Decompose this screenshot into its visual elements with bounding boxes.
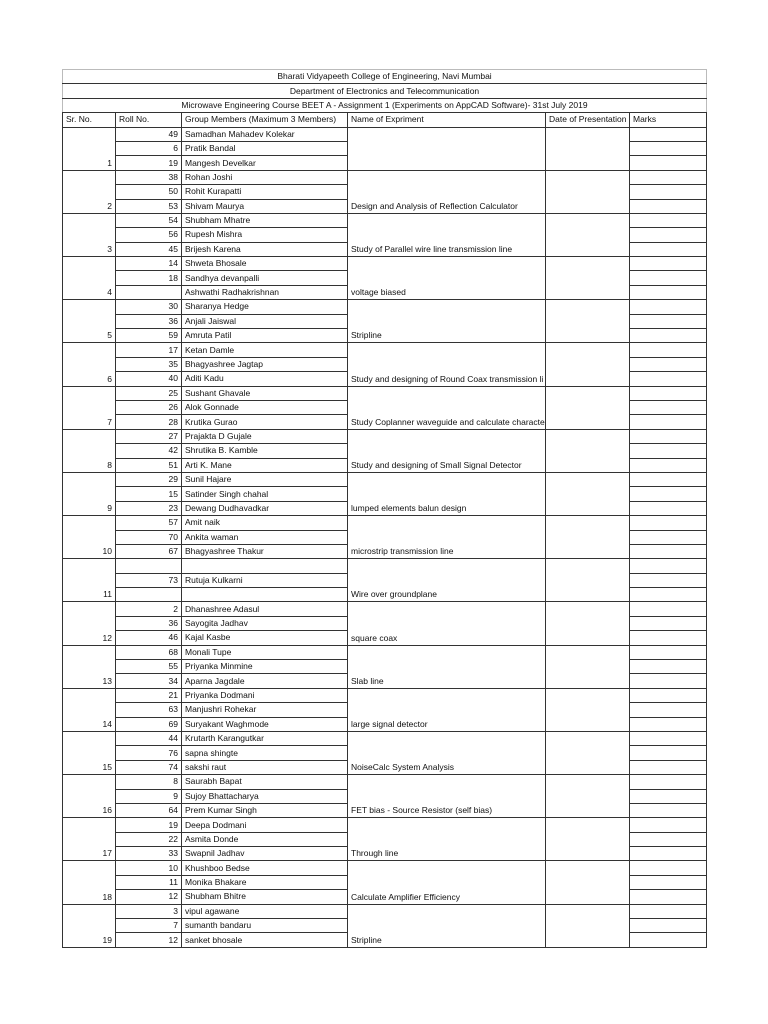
table-row <box>63 257 707 271</box>
roll-no-cell: 54 <box>116 213 182 227</box>
member-name-cell: Deepa Dodmani <box>182 818 348 832</box>
sr-no-cell: 11 <box>63 559 116 602</box>
roll-no-cell: 15 <box>116 487 182 501</box>
sr-no-cell: 2 <box>63 170 116 213</box>
roll-no-cell: 19 <box>116 156 182 170</box>
roll-no-cell: 63 <box>116 703 182 717</box>
sr-no-cell: 18 <box>63 861 116 904</box>
roll-no-cell: 50 <box>116 185 182 199</box>
marks-cell <box>630 573 707 587</box>
sr-no-cell: 5 <box>63 300 116 343</box>
sr-no-cell: 1 <box>63 127 116 170</box>
table-row <box>63 429 707 443</box>
table-row <box>63 170 707 184</box>
roll-no-cell: 73 <box>116 573 182 587</box>
sr-no-cell: 19 <box>63 904 116 947</box>
table-row <box>63 861 707 875</box>
experiment-cell: Through line <box>348 818 546 861</box>
marks-cell <box>630 357 707 371</box>
date-cell <box>546 343 630 386</box>
roll-no-cell: 9 <box>116 789 182 803</box>
marks-cell <box>630 803 707 817</box>
marks-cell <box>630 933 707 947</box>
member-name-cell: Aparna Jagdale <box>182 674 348 688</box>
member-name-cell: Saurabh Bapat <box>182 775 348 789</box>
experiment-cell: NoiseCalc System Analysis <box>348 731 546 774</box>
table-row <box>63 472 707 486</box>
table-row <box>63 300 707 314</box>
marks-cell <box>630 343 707 357</box>
member-name-cell: Shubham Mhatre <box>182 213 348 227</box>
marks-cell <box>630 832 707 846</box>
marks-cell <box>630 559 707 573</box>
member-name-cell: sapna shingte <box>182 746 348 760</box>
roll-no-cell: 17 <box>116 343 182 357</box>
column-header-row <box>63 113 707 127</box>
marks-cell <box>630 444 707 458</box>
experiment-cell: Slab line <box>348 645 546 688</box>
member-name-cell <box>182 588 348 602</box>
member-name-cell: Shweta Bhosale <box>182 257 348 271</box>
roll-no-cell: 68 <box>116 645 182 659</box>
roll-no-cell: 26 <box>116 400 182 414</box>
date-cell <box>546 559 630 602</box>
roll-no-cell: 10 <box>116 861 182 875</box>
roll-no-cell: 76 <box>116 746 182 760</box>
roll-no-cell: 51 <box>116 458 182 472</box>
header-roll-no: Roll No. <box>116 113 182 127</box>
date-cell <box>546 688 630 731</box>
date-cell <box>546 429 630 472</box>
date-cell <box>546 904 630 947</box>
course-title: Microwave Engineering Course BEET A - Assignment 1 (Experiments on AppCAD Software)- 31st July 2019 <box>63 98 707 112</box>
sr-no-cell: 3 <box>63 213 116 256</box>
member-name-cell <box>182 559 348 573</box>
header-group-members: Group Members (Maximum 3 Members) <box>182 113 348 127</box>
roll-no-cell <box>116 588 182 602</box>
sr-no-cell: 13 <box>63 645 116 688</box>
sr-no-cell: 14 <box>63 688 116 731</box>
experiment-cell: Stripline <box>348 300 546 343</box>
date-cell <box>546 170 630 213</box>
roll-no-cell: 38 <box>116 170 182 184</box>
roll-no-cell: 59 <box>116 329 182 343</box>
table-row <box>63 688 707 702</box>
roll-no-cell: 3 <box>116 904 182 918</box>
marks-cell <box>630 228 707 242</box>
marks-cell <box>630 516 707 530</box>
table-row <box>63 645 707 659</box>
member-name-cell: Ketan Damle <box>182 343 348 357</box>
roll-no-cell: 36 <box>116 616 182 630</box>
member-name-cell: Sharanya Hedge <box>182 300 348 314</box>
member-name-cell: Alok Gonnade <box>182 400 348 414</box>
marks-cell <box>630 544 707 558</box>
roll-no-cell: 25 <box>116 386 182 400</box>
member-name-cell: Anjali Jaiswal <box>182 314 348 328</box>
marks-cell <box>630 242 707 256</box>
marks-cell <box>630 530 707 544</box>
marks-cell <box>630 156 707 170</box>
member-name-cell: vipul agawane <box>182 904 348 918</box>
roll-no-cell: 30 <box>116 300 182 314</box>
member-name-cell: Dhanashree Adasul <box>182 602 348 616</box>
member-name-cell: sanket bhosale <box>182 933 348 947</box>
marks-cell <box>630 472 707 486</box>
member-name-cell: Priyanka Minmine <box>182 660 348 674</box>
roll-no-cell: 55 <box>116 660 182 674</box>
member-name-cell: Shubham Bhitre <box>182 890 348 904</box>
header-sr-no: Sr. No. <box>63 113 116 127</box>
member-name-cell: Sushant Ghavale <box>182 386 348 400</box>
roll-no-cell: 22 <box>116 832 182 846</box>
marks-cell <box>630 775 707 789</box>
date-cell <box>546 516 630 559</box>
member-name-cell: Asmita Donde <box>182 832 348 846</box>
marks-cell <box>630 660 707 674</box>
table-row <box>63 818 707 832</box>
header-marks: Marks <box>630 113 707 127</box>
sr-no-cell: 4 <box>63 257 116 300</box>
experiment-cell: Study and designing of Round Coax transmission li <box>348 343 546 386</box>
experiment-cell: microstrip transmission line <box>348 516 546 559</box>
marks-cell <box>630 285 707 299</box>
marks-cell <box>630 501 707 515</box>
header-date: Date of Presentation <box>546 113 630 127</box>
member-name-cell: Krutarth Karangutkar <box>182 731 348 745</box>
roll-no-cell: 42 <box>116 444 182 458</box>
member-name-cell: Brijesh Karena <box>182 242 348 256</box>
member-name-cell: Rohit Kurapatti <box>182 185 348 199</box>
experiment-cell: Study Coplanner waveguide and calculate characte <box>348 386 546 429</box>
marks-cell <box>630 271 707 285</box>
member-name-cell: Krutika Gurao <box>182 415 348 429</box>
member-name-cell: Ankita waman <box>182 530 348 544</box>
experiment-cell: square coax <box>348 602 546 645</box>
member-name-cell: Rupesh Mishra <box>182 228 348 242</box>
member-name-cell: Sujoy Bhattacharya <box>182 789 348 803</box>
marks-cell <box>630 875 707 889</box>
roll-no-cell: 57 <box>116 516 182 530</box>
roll-no-cell: 7 <box>116 919 182 933</box>
marks-cell <box>630 329 707 343</box>
member-name-cell: sakshi raut <box>182 760 348 774</box>
marks-cell <box>630 731 707 745</box>
roll-no-cell <box>116 285 182 299</box>
member-name-cell: Sayogita Jadhav <box>182 616 348 630</box>
member-name-cell: Arti K. Mane <box>182 458 348 472</box>
roll-no-cell: 14 <box>116 257 182 271</box>
member-name-cell: Shrutika B. Kamble <box>182 444 348 458</box>
sr-no-cell: 17 <box>63 818 116 861</box>
marks-cell <box>630 300 707 314</box>
roll-no-cell: 46 <box>116 631 182 645</box>
roll-no-cell: 56 <box>116 228 182 242</box>
marks-cell <box>630 314 707 328</box>
date-cell <box>546 602 630 645</box>
header-experiment: Name of Expriment <box>348 113 546 127</box>
roll-no-cell: 74 <box>116 760 182 774</box>
assignment-table <box>62 69 707 948</box>
member-name-cell: Bhagyashree Thakur <box>182 544 348 558</box>
marks-cell <box>630 890 707 904</box>
table-row <box>63 386 707 400</box>
member-name-cell: Manjushri Rohekar <box>182 703 348 717</box>
member-name-cell: Amit naik <box>182 516 348 530</box>
experiment-cell: lumped elements balun design <box>348 472 546 515</box>
experiment-cell: voltage biased <box>348 257 546 300</box>
experiment-cell: Wire over groundplane <box>348 559 546 602</box>
member-name-cell: Prem Kumar Singh <box>182 803 348 817</box>
member-name-cell: Shivam Maurya <box>182 199 348 213</box>
roll-no-cell: 18 <box>116 271 182 285</box>
date-cell <box>546 257 630 300</box>
marks-cell <box>630 631 707 645</box>
marks-cell <box>630 372 707 386</box>
marks-cell <box>630 847 707 861</box>
roll-no-cell: 12 <box>116 933 182 947</box>
sr-no-cell: 9 <box>63 472 116 515</box>
marks-cell <box>630 386 707 400</box>
marks-cell <box>630 458 707 472</box>
marks-cell <box>630 746 707 760</box>
member-name-cell: Swapnil Jadhav <box>182 847 348 861</box>
marks-cell <box>630 703 707 717</box>
member-name-cell: Priyanka Dodmani <box>182 688 348 702</box>
member-name-cell: Kajal Kasbe <box>182 631 348 645</box>
roll-no-cell: 36 <box>116 314 182 328</box>
roll-no-cell: 6 <box>116 141 182 155</box>
date-cell <box>546 300 630 343</box>
sr-no-cell: 12 <box>63 602 116 645</box>
member-name-cell: Sandhya devanpalli <box>182 271 348 285</box>
roll-no-cell: 19 <box>116 818 182 832</box>
marks-cell <box>630 717 707 731</box>
roll-no-cell: 64 <box>116 803 182 817</box>
date-cell <box>546 472 630 515</box>
member-name-cell: Samadhan Mahadev Kolekar <box>182 127 348 141</box>
title-row-department <box>63 84 707 98</box>
roll-no-cell: 69 <box>116 717 182 731</box>
date-cell <box>546 818 630 861</box>
member-name-cell: Aditi Kadu <box>182 372 348 386</box>
member-name-cell: Suryakant Waghmode <box>182 717 348 731</box>
sr-no-cell: 15 <box>63 731 116 774</box>
table-row <box>63 904 707 918</box>
experiment-cell <box>348 127 546 170</box>
marks-cell <box>630 213 707 227</box>
table-row <box>63 559 707 573</box>
date-cell <box>546 127 630 170</box>
member-name-cell: Dewang Dudhavadkar <box>182 501 348 515</box>
member-name-cell: Ashwathi Radhakrishnan <box>182 285 348 299</box>
member-name-cell: Mangesh Develkar <box>182 156 348 170</box>
department-name: Department of Electronics and Telecommunication <box>63 84 707 98</box>
roll-no-cell: 40 <box>116 372 182 386</box>
experiment-cell: large signal detector <box>348 688 546 731</box>
date-cell <box>546 775 630 818</box>
sr-no-cell: 7 <box>63 386 116 429</box>
marks-cell <box>630 645 707 659</box>
title-row-college <box>63 70 707 84</box>
roll-no-cell: 49 <box>116 127 182 141</box>
experiment-cell: Study of Parallel wire line transmission line <box>348 213 546 256</box>
experiment-cell: Calculate Amplifier Efficiency <box>348 861 546 904</box>
table-row <box>63 127 707 141</box>
experiment-cell: Study and designing of Small Signal Detector <box>348 429 546 472</box>
marks-cell <box>630 487 707 501</box>
member-name-cell: Amruta Patil <box>182 329 348 343</box>
roll-no-cell: 35 <box>116 357 182 371</box>
marks-cell <box>630 818 707 832</box>
roll-no-cell: 45 <box>116 242 182 256</box>
experiment-cell: Design and Analysis of Reflection Calculator <box>348 170 546 213</box>
date-cell <box>546 386 630 429</box>
roll-no-cell: 27 <box>116 429 182 443</box>
date-cell <box>546 645 630 688</box>
marks-cell <box>630 616 707 630</box>
marks-cell <box>630 904 707 918</box>
member-name-cell: Khushboo Bedse <box>182 861 348 875</box>
date-cell <box>546 213 630 256</box>
experiment-cell: FET bias - Source Resistor (self bias) <box>348 775 546 818</box>
member-name-cell: Satinder Singh chahal <box>182 487 348 501</box>
roll-no-cell: 44 <box>116 731 182 745</box>
marks-cell <box>630 127 707 141</box>
sr-no-cell: 6 <box>63 343 116 386</box>
roll-no-cell: 34 <box>116 674 182 688</box>
college-name: Bharati Vidyapeeth College of Engineering, Navi Mumbai <box>63 70 707 84</box>
date-cell <box>546 861 630 904</box>
roll-no-cell: 11 <box>116 875 182 889</box>
roll-no-cell: 33 <box>116 847 182 861</box>
marks-cell <box>630 602 707 616</box>
marks-cell <box>630 429 707 443</box>
member-name-cell: Monika Bhakare <box>182 875 348 889</box>
marks-cell <box>630 257 707 271</box>
sr-no-cell: 8 <box>63 429 116 472</box>
sr-no-cell: 16 <box>63 775 116 818</box>
date-cell <box>546 731 630 774</box>
roll-no-cell: 28 <box>116 415 182 429</box>
marks-cell <box>630 170 707 184</box>
marks-cell <box>630 861 707 875</box>
table-row <box>63 516 707 530</box>
roll-no-cell: 67 <box>116 544 182 558</box>
member-name-cell: Sunil Hajare <box>182 472 348 486</box>
roll-no-cell: 70 <box>116 530 182 544</box>
table-row <box>63 602 707 616</box>
sr-no-cell: 10 <box>63 516 116 559</box>
roll-no-cell: 12 <box>116 890 182 904</box>
roll-no-cell: 29 <box>116 472 182 486</box>
spreadsheet <box>62 69 706 948</box>
table-row <box>63 775 707 789</box>
roll-no-cell: 8 <box>116 775 182 789</box>
member-name-cell: Prajakta D Gujale <box>182 429 348 443</box>
roll-no-cell: 23 <box>116 501 182 515</box>
member-name-cell: Rohan Joshi <box>182 170 348 184</box>
roll-no-cell: 53 <box>116 199 182 213</box>
title-row-course <box>63 98 707 112</box>
table-row <box>63 731 707 745</box>
marks-cell <box>630 789 707 803</box>
marks-cell <box>630 760 707 774</box>
marks-cell <box>630 400 707 414</box>
roll-no-cell: 2 <box>116 602 182 616</box>
roll-no-cell <box>116 559 182 573</box>
member-name-cell: Bhagyashree Jagtap <box>182 357 348 371</box>
marks-cell <box>630 588 707 602</box>
table-row <box>63 213 707 227</box>
marks-cell <box>630 674 707 688</box>
table-row <box>63 343 707 357</box>
member-name-cell: Pratik Bandal <box>182 141 348 155</box>
marks-cell <box>630 688 707 702</box>
experiment-cell: Stripline <box>348 904 546 947</box>
roll-no-cell: 21 <box>116 688 182 702</box>
marks-cell <box>630 415 707 429</box>
marks-cell <box>630 141 707 155</box>
marks-cell <box>630 199 707 213</box>
member-name-cell: Monali Tupe <box>182 645 348 659</box>
member-name-cell: sumanth bandaru <box>182 919 348 933</box>
member-name-cell: Rutuja Kulkarni <box>182 573 348 587</box>
marks-cell <box>630 919 707 933</box>
marks-cell <box>630 185 707 199</box>
